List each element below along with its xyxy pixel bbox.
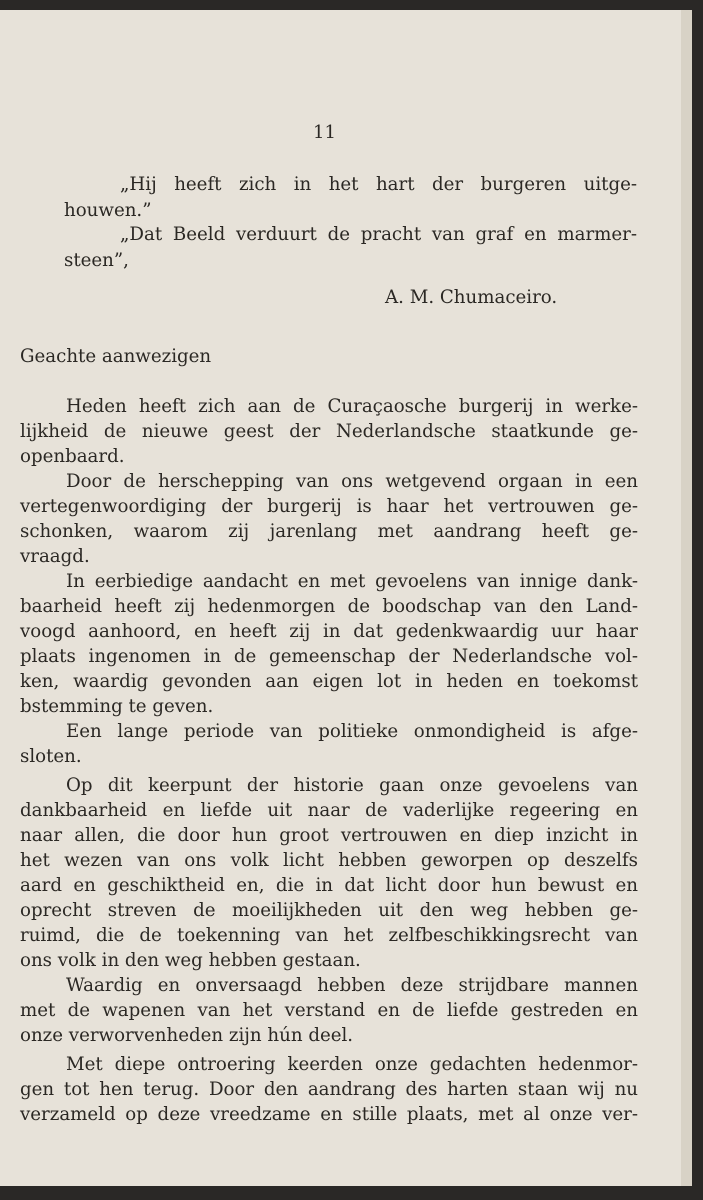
body-line: ons volk in den weg hebben gestaan.	[20, 950, 361, 971]
body-line: schonken, waarom zij jarenlang met aandrang heeft ge-	[20, 521, 638, 542]
body-line: vraagd.	[20, 546, 90, 567]
body-line: sloten.	[20, 746, 82, 767]
poem-line: steen”,	[64, 250, 129, 271]
poem-line: „Dat Beeld verduurt de pracht van graf en marmer-	[120, 224, 637, 245]
body-line: Waardig en onversaagd hebben deze strijdbare mannen	[66, 975, 638, 996]
body-line: ken, waardig gevonden aan eigen lot in heden en toekomst	[20, 671, 638, 692]
poem-line: „Hij heeft zich in het hart der burgeren uitge-	[120, 174, 637, 195]
body-line: oprecht streven de moeilijkheden uit den weg hebben ge-	[20, 900, 638, 921]
body-line: Door de herschepping van ons wetgevend orgaan in een	[66, 471, 638, 492]
body-line: vertegenwoordiging der burgerij is haar het vertrouwen ge-	[20, 496, 638, 517]
document-page	[0, 10, 692, 1186]
salutation: Geachte aanwezigen	[20, 346, 212, 367]
page-edge	[681, 10, 692, 1186]
body-line: onze verworvenheden zijn hún deel.	[20, 1025, 354, 1046]
body-line: Heden heeft zich aan de Curaçaosche burgerij in werke-	[66, 396, 638, 417]
body-line: Op dit keerpunt der historie gaan onze gevoelens van	[66, 775, 638, 796]
body-line: met de wapenen van het verstand en de liefde gestreden en	[20, 1000, 638, 1021]
body-line: naar allen, die door hun groot vertrouwen en diep inzicht in	[20, 825, 638, 846]
body-line: aard en geschiktheid en, die in dat licht door hun bewust en	[20, 875, 638, 896]
body-line: Met diepe ontroering keerden onze gedachten hedenmor-	[66, 1054, 638, 1075]
body-line: voogd aanhoord, en heeft zij in dat gedenkwaardig uur haar	[20, 621, 638, 642]
body-line: gen tot hen terug. Door den aandrang des harten staan wij nu	[20, 1079, 638, 1100]
body-line: verzameld op deze vreedzame en stille plaats, met al onze ver-	[20, 1104, 638, 1125]
body-line: plaats ingenomen in de gemeenschap der Nederlandsche vol-	[20, 646, 638, 667]
body-line: lijkheid de nieuwe geest der Nederlandsche staatkunde ge-	[20, 421, 638, 442]
body-line: In eerbiedige aandacht en met gevoelens van innige dank-	[66, 571, 638, 592]
body-line: dankbaarheid en liefde uit naar de vaderlijke regeering en	[20, 800, 638, 821]
body-line: Een lange periode van politieke onmondigheid is afge-	[66, 721, 638, 742]
body-line: het wezen van ons volk licht hebben geworpen op deszelfs	[20, 850, 638, 871]
body-line: ruimd, die de toekenning van het zelfbeschikkingsrecht van	[20, 925, 638, 946]
page-number: 11	[313, 122, 336, 143]
body-line: bstemming te geven.	[20, 696, 214, 717]
signature: A. M. Chumaceiro.	[385, 287, 558, 308]
body-line: baarheid heeft zij hedenmorgen de boodschap van den Land-	[20, 596, 638, 617]
poem-line: houwen.”	[64, 200, 152, 221]
body-line: openbaard.	[20, 446, 125, 467]
